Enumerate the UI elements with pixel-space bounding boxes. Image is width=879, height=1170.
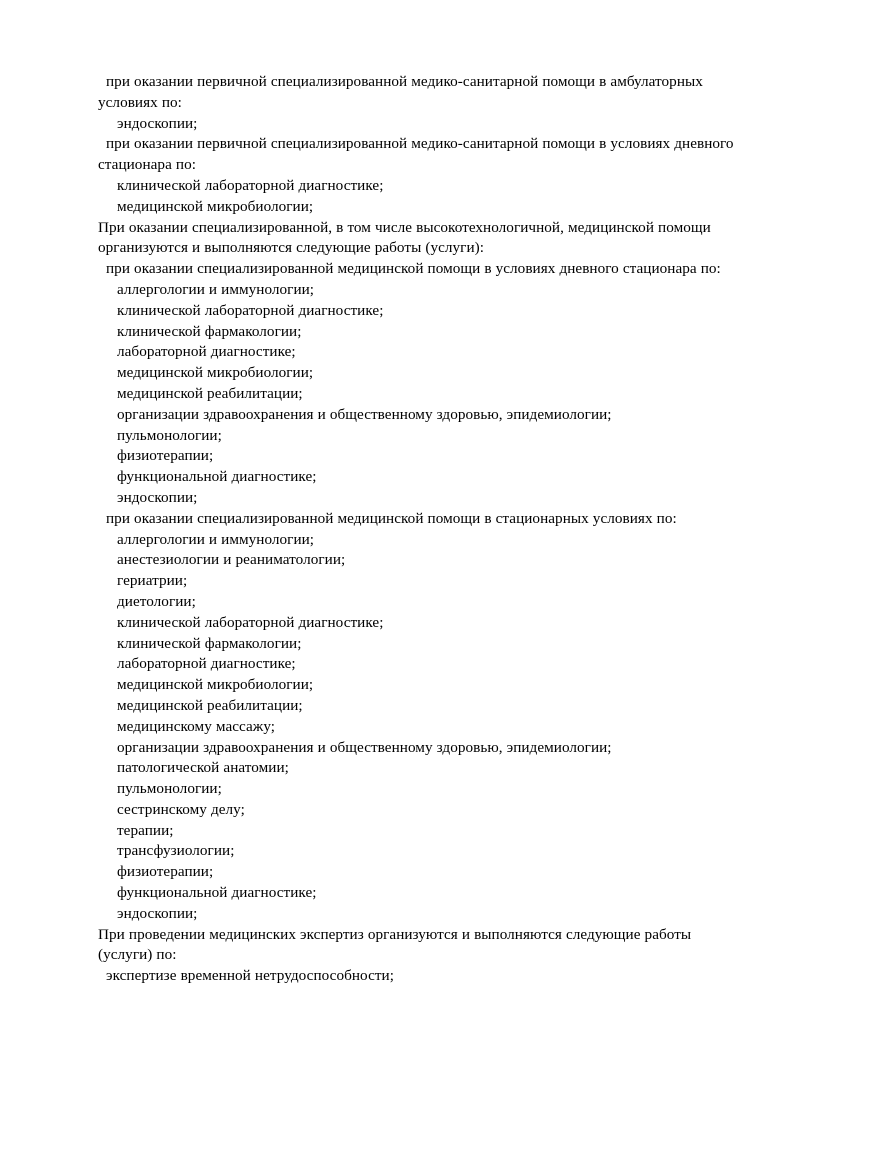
document-line: организуются и выполняются следующие работы (услуги):: [98, 239, 485, 257]
document-line: функциональной диагностике;: [117, 468, 317, 486]
document-line: патологической анатомии;: [117, 759, 289, 777]
document-line: лабораторной диагностике;: [117, 343, 296, 361]
document-line: аллергологии и иммунологии;: [117, 280, 315, 298]
document-line: эндоскопии;: [117, 114, 198, 132]
document-line: гериатрии;: [117, 572, 188, 590]
document-line: медицинской реабилитации;: [117, 384, 303, 402]
document-line: функциональной диагностике;: [117, 884, 317, 902]
document-line: физиотерапии;: [117, 863, 214, 881]
document-line: диетологии;: [117, 592, 196, 610]
document-line: лабораторной диагностике;: [117, 655, 296, 673]
document-line: медицинскому массажу;: [117, 717, 276, 735]
document-line: медицинской микробиологии;: [117, 676, 314, 694]
document-line: (услуги) по:: [98, 946, 177, 964]
document-line: пульмонологии;: [117, 780, 222, 798]
document-line: При оказании специализированной, в том числе высокотехнологичной, медицинской помощи: [98, 218, 711, 236]
document-line: эндоскопии;: [117, 488, 198, 506]
document-line: при оказании специализированной медицинской помощи в условиях дневного стационара по:: [106, 260, 721, 278]
document-line: сестринскому делу;: [117, 800, 245, 818]
document-text-body: [98, 72, 833, 987]
document-line: при оказании первичной специализированной медико-санитарной помощи в условиях дневного: [106, 135, 734, 153]
document-line: физиотерапии;: [117, 447, 214, 465]
document-line: трансфузиологии;: [117, 842, 235, 860]
document-line: аллергологии и иммунологии;: [117, 530, 315, 548]
document-line: клинической фармакологии;: [117, 322, 302, 340]
document-line: организации здравоохранения и общественному здоровью, эпидемиологии;: [117, 405, 612, 423]
document-line: организации здравоохранения и общественному здоровью, эпидемиологии;: [117, 738, 612, 756]
document-line: клинической фармакологии;: [117, 634, 302, 652]
document-line: экспертизе временной нетрудоспособности;: [106, 967, 395, 985]
document-line: стационара по:: [98, 156, 196, 174]
document-line: пульмонологии;: [117, 426, 222, 444]
document-line: клинической лабораторной диагностике;: [117, 176, 384, 194]
document-line: медицинской микробиологии;: [117, 197, 314, 215]
document-line: При проведении медицинских экспертиз организуются и выполняются следующие работы: [98, 925, 692, 943]
document-line: анестезиологии и реаниматологии;: [117, 551, 346, 569]
document-line: эндоскопии;: [117, 904, 198, 922]
document-line: клинической лабораторной диагностике;: [117, 613, 384, 631]
document-line: условиях по:: [98, 93, 182, 111]
document-line: медицинской микробиологии;: [117, 364, 314, 382]
document-line: медицинской реабилитации;: [117, 696, 303, 714]
document-line: клинической лабораторной диагностике;: [117, 301, 384, 319]
document-line: при оказании специализированной медицинской помощи в стационарных условиях по:: [106, 509, 677, 527]
document-line: терапии;: [117, 821, 174, 839]
document-line: при оказании первичной специализированной медико-санитарной помощи в амбулаторных: [106, 73, 703, 90]
